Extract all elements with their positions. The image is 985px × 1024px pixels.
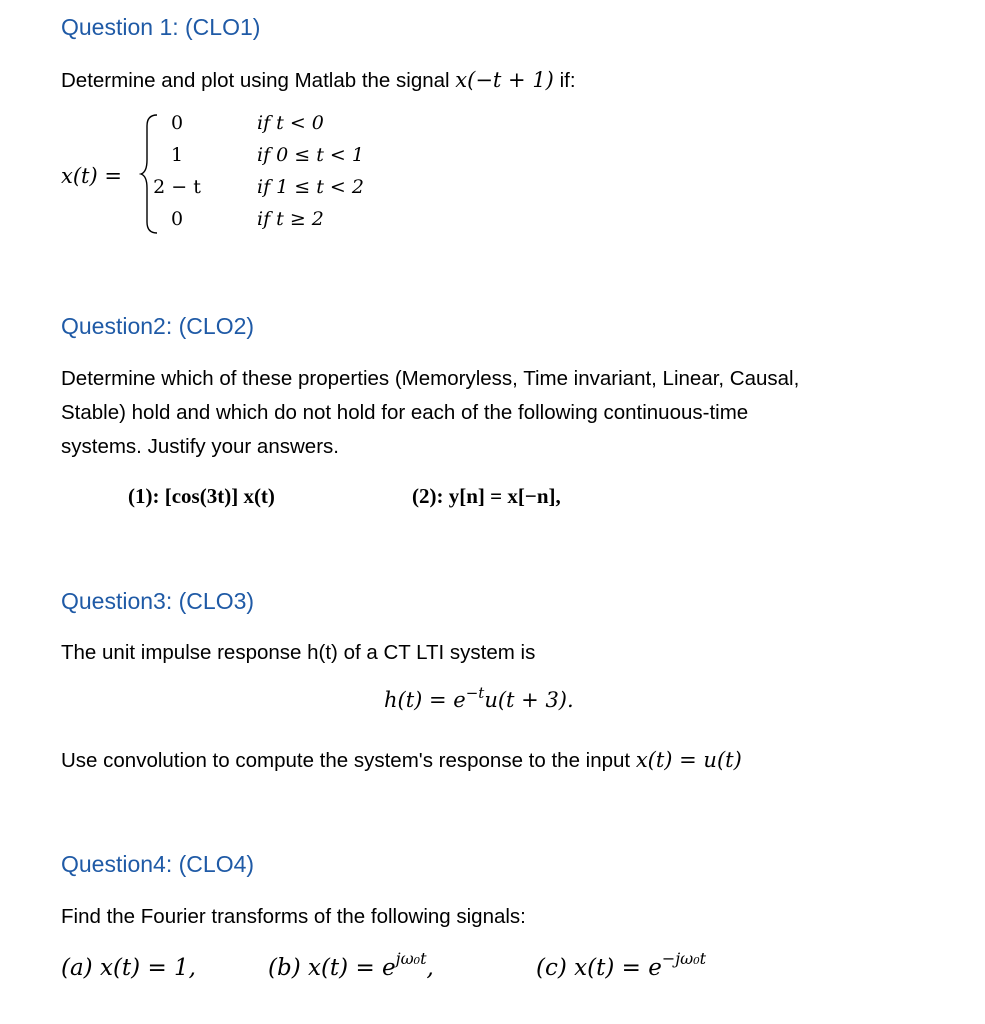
q1-piece-condition: if t < 0 (257, 112, 324, 134)
q4-signal-c-exponent: −jω₀t (661, 949, 707, 968)
q1-lhs: x(t) = (61, 164, 122, 188)
q2-title: Question2: (CLO2) (61, 313, 255, 339)
q1-prompt-text: Determine and plot using Matlab the signal (61, 69, 456, 92)
q2-system-1: (1): [cos(3t)] x(t) (128, 484, 275, 508)
q1-piece-condition: if 1 ≤ t < 2 (257, 176, 364, 198)
q1-title: Question 1: (CLO1) (61, 14, 261, 40)
q2-line-1: Determine which of these properties (Memoryless, Time invariant, Linear, Causal, (61, 367, 800, 390)
q1-piece-value: 0 (170, 112, 184, 134)
q2-line-3: systems. Justify your answers. (61, 435, 339, 458)
q1-piece-value: 0 (170, 208, 184, 230)
q1-prompt-end: if: (553, 69, 576, 92)
q4-signal-c-pre: (c) x(t) = e (536, 955, 662, 981)
q4-signal-a: (a) x(t) = 1, (61, 955, 196, 981)
q1-piece-condition: if 0 ≤ t < 1 (257, 144, 364, 166)
q3-line-2-text: Use convolution to compute the system's response to the input (61, 749, 636, 772)
q1-prompt-math: x(−t + 1) (455, 68, 554, 92)
q1-piece-value: 2 − t (153, 176, 201, 198)
q4-line-1: Find the Fourier transforms of the following signals: (61, 905, 526, 928)
q1-prompt (61, 68, 576, 93)
q4-signal-b-post: , (426, 955, 434, 981)
q2-system-2: (2): y[n] = x[−n], (412, 484, 561, 508)
q3-line-2-math: x(t) = u(t) (635, 748, 742, 772)
q3-eq-pre: h(t) = e (384, 688, 466, 712)
q1-piece-value: 1 (170, 144, 184, 166)
q1-piece-condition: if t ≥ 2 (257, 208, 324, 230)
q4-signal-c (536, 949, 707, 981)
q4-title: Question4: (CLO4) (61, 851, 255, 877)
q3-line-1: The unit impulse response h(t) of a CT LTI system is (61, 641, 536, 664)
q2-line-2: Stable) hold and which do not hold for each of the following continuous-time (61, 401, 749, 424)
q4-signal-b-pre: (b) x(t) = e (268, 955, 396, 981)
q3-line-2 (61, 748, 742, 773)
q4-signal-b (268, 949, 434, 981)
q1-piecewise (61, 110, 441, 240)
q3-title: Question3: (CLO3) (61, 588, 255, 614)
q3-eq-post: u(t + 3). (484, 688, 574, 712)
q4-signal-b-exponent: jω₀t (395, 949, 427, 968)
q3-equation (384, 684, 574, 712)
q3-eq-exponent: −t (465, 684, 485, 702)
